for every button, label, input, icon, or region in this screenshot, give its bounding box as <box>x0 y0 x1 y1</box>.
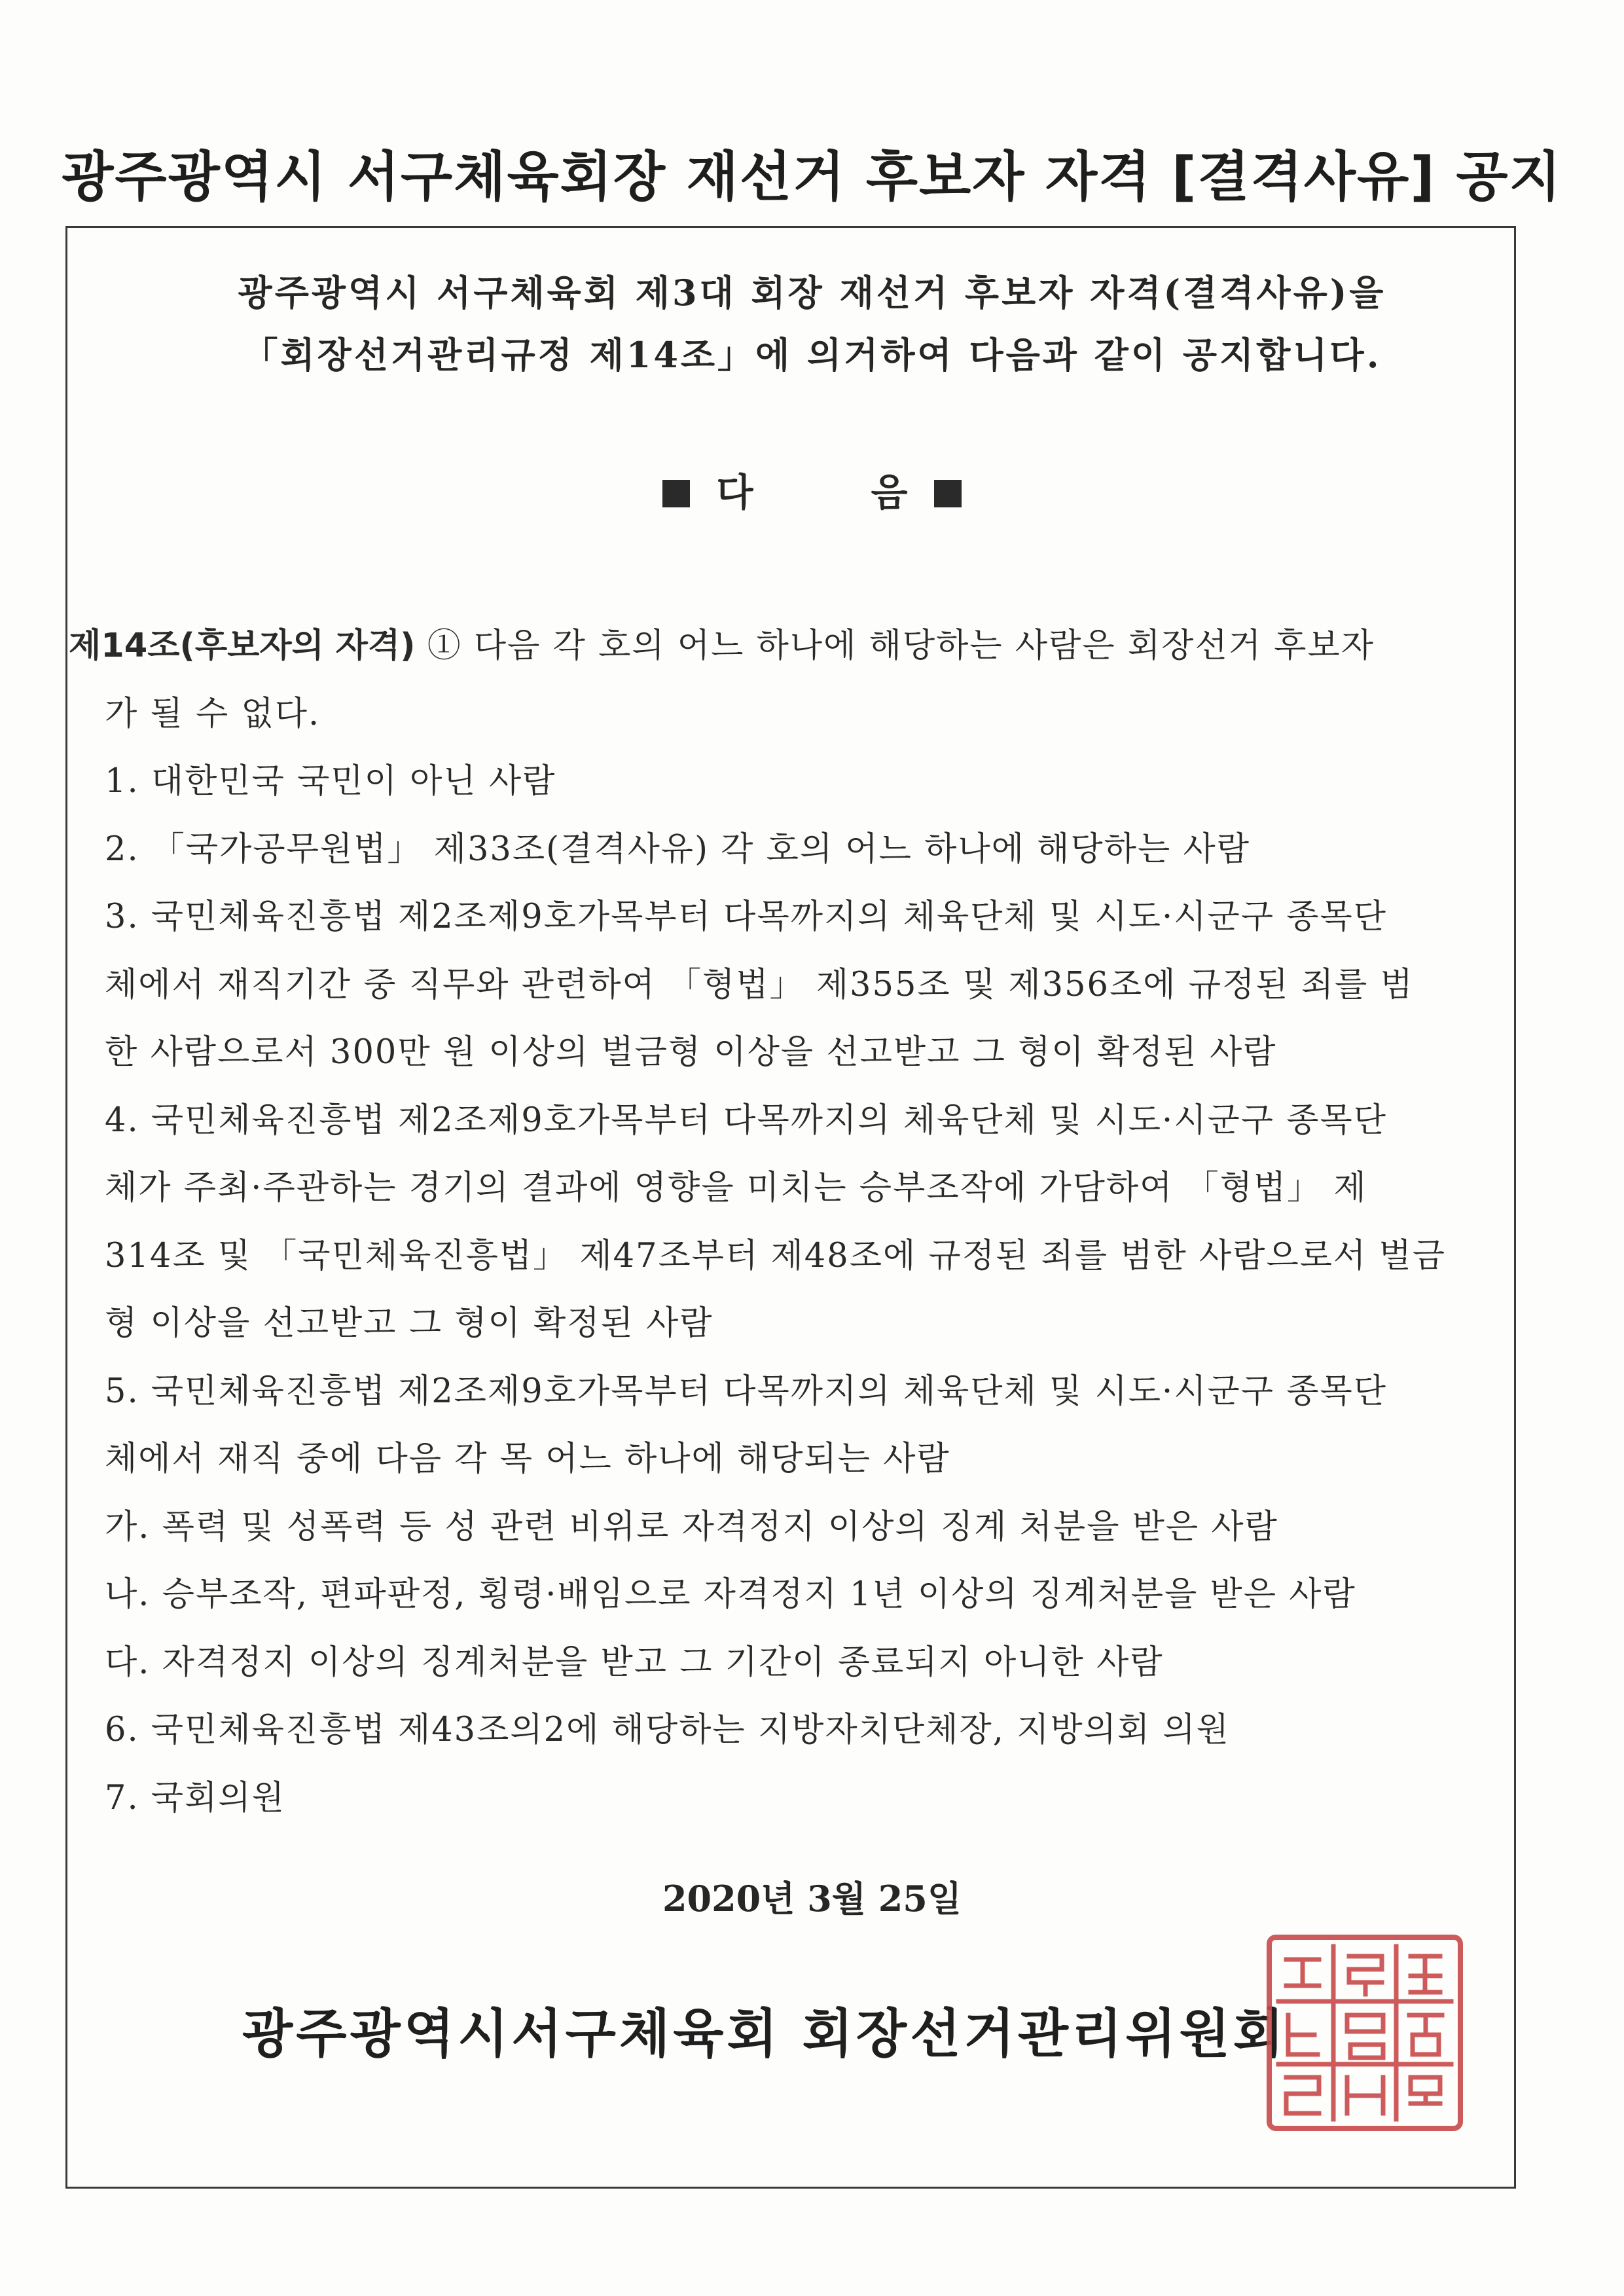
heading-part-1: 다 <box>716 470 845 515</box>
list-item: 1. 대한민국 국민이 아닌 사람 <box>105 762 556 801</box>
heading-part-2: 음 <box>871 470 908 515</box>
list-item-continued: 체가 주최·주관하는 경기의 결과에 영향을 미치는 승부조작에 가담하여 「형법」 제 <box>105 1169 1367 1207</box>
sub-list-item: 다. 자격정지 이상의 징계처분을 받고 그 기간이 종료되지 아니한 사람 <box>105 1643 1164 1682</box>
list-item-continued: 314조 및 「국민체육진흥법」 제47조부터 제48조에 규정된 죄를 범한 사람으로서 벌금 <box>105 1236 1447 1275</box>
list-item: 7. 국회의원 <box>105 1778 285 1817</box>
intro-text <box>0 262 1624 386</box>
section-heading <box>0 462 1624 517</box>
issuer-name: 광주광역시서구체육회 회장선거관리위원회 <box>242 2003 1288 2064</box>
intro-line-1: 광주광역시 서구체육회 제3대 회장 재선거 후보자 자격(결격사유)을 <box>238 272 1386 314</box>
list-item-continued: 체에서 재직 중에 다음 각 목 어느 하나에 해당되는 사람 <box>105 1440 950 1478</box>
list-item-continued: 한 사람으로서 300만 원 이상의 벌금형 이상을 선고받고 그 형이 확정된 사람 <box>105 1033 1277 1072</box>
official-seal <box>1267 1935 1463 2131</box>
intro-line-2: 「회장선거관리규정 제14조」에 의거하여 다음과 같이 공지합니다. <box>242 334 1382 376</box>
list-item-continued: 형 이상을 선고받고 그 형이 확정된 사람 <box>105 1304 713 1343</box>
page-title: 광주광역시 서구체육회장 재선거 후보자 자격 [결격사유] 공지 <box>62 146 1562 208</box>
article-line: 가 될 수 없다. <box>105 694 321 733</box>
notice-date: 2020년 3월 25일 <box>662 1878 962 1920</box>
list-item: 5. 국민체육진흥법 제2조제9호가목부터 다목까지의 체육단체 및 시도·시군구 종목단 <box>105 1372 1388 1411</box>
article-body <box>69 612 1515 1832</box>
list-item: 2. 「국가공무원법」 제33조(결격사유) 각 호의 어느 하나에 해당하는 사람 <box>105 829 1250 869</box>
article-line <box>69 612 1515 680</box>
seal-pattern-icon <box>1272 1940 1458 2126</box>
list-item: 4. 국민체육진흥법 제2조제9호가목부터 다목까지의 체육단체 및 시도·시군구 종목단 <box>105 1101 1388 1140</box>
list-item-continued: 체에서 재직기간 중 직무와 관련하여 「형법」 제355조 및 제356조에 규정된 죄를 범 <box>105 965 1414 1004</box>
sub-list-item: 나. 승부조작, 편파판정, 횡령·배임으로 자격정지 1년 이상의 징계처분을 받은 사람 <box>105 1575 1356 1614</box>
sub-list-item: 가. 폭력 및 성폭력 등 성 관련 비위로 자격정지 이상의 징계 처분을 받은 사람 <box>105 1507 1278 1546</box>
article-clause: ① 다음 각 호의 어느 하나에 해당하는 사람은 회장선거 후보자 <box>415 627 1375 665</box>
black-square-icon <box>662 480 690 507</box>
list-item: 6. 국민체육진흥법 제43조의2에 해당하는 지방자치단체장, 지방의회 의원 <box>105 1711 1230 1749</box>
article-title: 제14조(후보자의 자격) <box>69 627 416 665</box>
black-square-icon <box>934 480 962 507</box>
list-item: 3. 국민체육진흥법 제2조제9호가목부터 다목까지의 체육단체 및 시도·시군구 종목단 <box>105 898 1388 936</box>
